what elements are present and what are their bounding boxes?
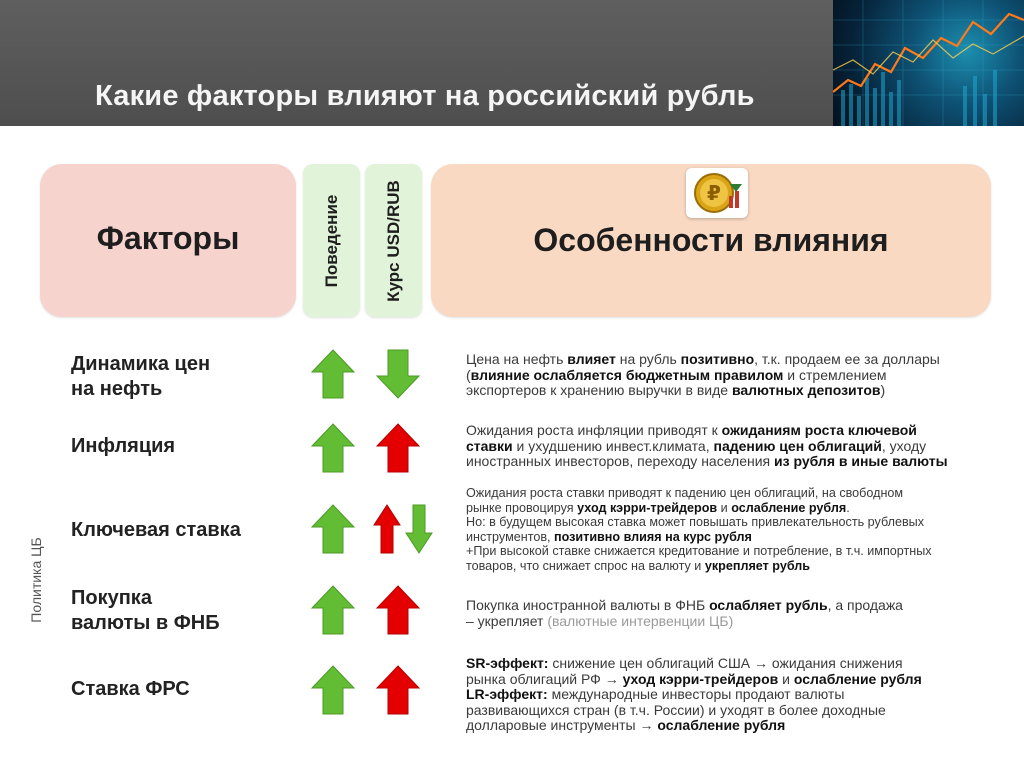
desc-text: на рубль (615, 351, 681, 367)
desc-text: рынка облигаций РФ → (466, 670, 623, 687)
desc-line (466, 614, 1006, 630)
up-green-arrow-icon (310, 584, 356, 636)
desc-text: Ожидания роста ставки приводят к падению цен облигаций, на свободном (466, 486, 904, 500)
header-rate-label: Курс USD/RUB (383, 179, 403, 302)
desc-bold-text: ослабление рубля (731, 500, 847, 515)
desc-line (466, 501, 1006, 516)
desc-text: экспортеров к хранению выручки в виде (466, 382, 732, 398)
svg-text:₽: ₽ (707, 181, 721, 205)
desc-line (466, 515, 1006, 530)
desc-bold-text: LR-эффект: (466, 686, 548, 702)
factor-oil (71, 352, 210, 402)
desc-key-rate (466, 486, 1006, 574)
up-red-arrow-icon (375, 422, 421, 474)
factor-fed-rate-line1: Ставка ФРС (71, 678, 190, 700)
desc-line (466, 544, 1006, 559)
header-features-label: Особенности влияния (533, 222, 889, 258)
desc-line (466, 687, 1006, 703)
desc-line (466, 703, 1006, 719)
desc-line (466, 352, 1006, 368)
desc-line (466, 559, 1006, 574)
factor-oil-line1: Динамика цен (71, 353, 211, 375)
desc-text: снижение цен облигаций США → ожидания снижения (548, 655, 903, 671)
desc-text: – укрепляет (466, 612, 548, 629)
desc-text: Покупка иностранной валюты в ФНБ (466, 597, 710, 613)
desc-bold-text: ставки (466, 437, 513, 454)
desc-text: , т.к. продаем ее за доллары (754, 351, 940, 367)
desc-text: международные инвесторы продают валюты (547, 686, 845, 702)
desc-line (466, 718, 1006, 734)
desc-text: и (778, 670, 794, 687)
up-green-arrow-icon (310, 348, 356, 400)
desc-bold-text: влияет (567, 351, 616, 367)
desc-text: и стремлением (783, 366, 887, 383)
header-features (431, 164, 991, 317)
desc-line (466, 368, 1006, 384)
desc-bold-text: уход кэрри-трейдеров (622, 670, 779, 687)
down-green-arrow-icon (375, 348, 421, 400)
desc-line (466, 530, 1006, 545)
header-rate (365, 164, 422, 317)
desc-text: . (846, 500, 850, 515)
up-red-arrow-icon (372, 503, 402, 555)
desc-fed-rate (466, 656, 1006, 734)
desc-bold-text: влияние ослабляется бюджетным правилом (470, 366, 784, 383)
desc-text: ) (880, 382, 886, 398)
desc-bold-text: позитивно (680, 351, 755, 367)
factor-key-rate (71, 518, 241, 543)
desc-fnb (466, 598, 1006, 629)
up-red-arrow-icon (375, 664, 421, 716)
factor-key-rate-line1: Ключевая ставка (71, 519, 241, 541)
up-green-arrow-icon (310, 503, 356, 555)
header-behavior (303, 164, 360, 317)
desc-bold-text: укрепляет рубль (704, 558, 811, 573)
desc-line (466, 598, 1006, 614)
desc-text: , уходу (881, 437, 927, 454)
desc-text: инструментов, (466, 529, 555, 544)
header-factors-label: Факторы (96, 220, 240, 256)
factor-fed-rate (71, 677, 190, 702)
desc-text: долларовые инструменты → (466, 717, 658, 733)
cb-policy-label: Политика ЦБ (28, 537, 44, 623)
header-behavior-label: Поведение (321, 194, 341, 287)
desc-text: +При высокой ставке снижается кредитование и потребление, в т.ч. импортных (466, 544, 932, 559)
desc-text: и ухудшению инвест.климата, (512, 437, 714, 454)
desc-text: Но: в будущем высокая ставка может повышать привлекательность рублевых (466, 515, 925, 530)
desc-text: развивающихся стран (в т.ч. России) и уходят в более доходные (466, 701, 886, 718)
down-green-arrow-icon (404, 503, 434, 555)
desc-bold-text: ожиданиям роста ключевой (721, 422, 917, 438)
desc-line (466, 486, 1006, 501)
desc-text: (валютные интервенции ЦБ) (547, 612, 734, 629)
desc-bold-text: ослабление рубля (793, 670, 922, 687)
desc-line (466, 672, 1006, 688)
desc-bold-text: уход кэрри-трейдеров (577, 500, 718, 515)
desc-oil (466, 352, 1006, 399)
up-green-arrow-icon (310, 422, 356, 474)
factor-fnb (71, 586, 220, 636)
desc-bold-text: падению цен облигаций (713, 437, 882, 454)
desc-bold-text: из рубля в иные валюты (774, 453, 948, 469)
desc-bold-text: валютных депозитов (731, 382, 881, 398)
desc-line (466, 423, 1006, 439)
desc-bold-text: ослабление рубля (657, 717, 786, 733)
desc-text: ( (466, 366, 471, 383)
factor-oil-line2: на нефть (71, 378, 163, 400)
desc-text: Ожидания роста инфляции приводят к (466, 422, 722, 438)
desc-inflation (466, 423, 1006, 470)
desc-text: рынке провоцируя (466, 500, 578, 515)
slide-title: Какие факторы влияют на российский рубль (95, 80, 755, 112)
header-factors (40, 164, 296, 317)
desc-line (466, 656, 1006, 672)
factor-fnb-line1: Покупка (71, 587, 152, 609)
factor-inflation (71, 434, 175, 459)
desc-text: иностранных инвесторов, переходу населения (466, 453, 775, 469)
desc-text: товаров, что снижает спрос на валюту и (466, 558, 705, 573)
factor-fnb-line2: валюты в ФНБ (71, 612, 220, 634)
desc-line (466, 439, 1006, 455)
desc-bold-text: SR-эффект: (466, 655, 549, 671)
desc-bold-text: ослабляет рубль (709, 597, 828, 613)
desc-line (466, 454, 1006, 470)
desc-line (466, 383, 1006, 399)
desc-bold-text: позитивно влияя на курс рубля (554, 529, 752, 544)
desc-text: и (717, 500, 732, 515)
factor-inflation-line1: Инфляция (71, 435, 176, 457)
up-red-arrow-icon (375, 584, 421, 636)
title-banner (0, 0, 1024, 126)
up-green-arrow-icon (310, 664, 356, 716)
ruble-coin-icon (686, 168, 748, 218)
stock-chart-photo (833, 0, 1024, 126)
desc-text: , а продажа (827, 597, 903, 613)
desc-text: Цена на нефть (466, 351, 568, 367)
